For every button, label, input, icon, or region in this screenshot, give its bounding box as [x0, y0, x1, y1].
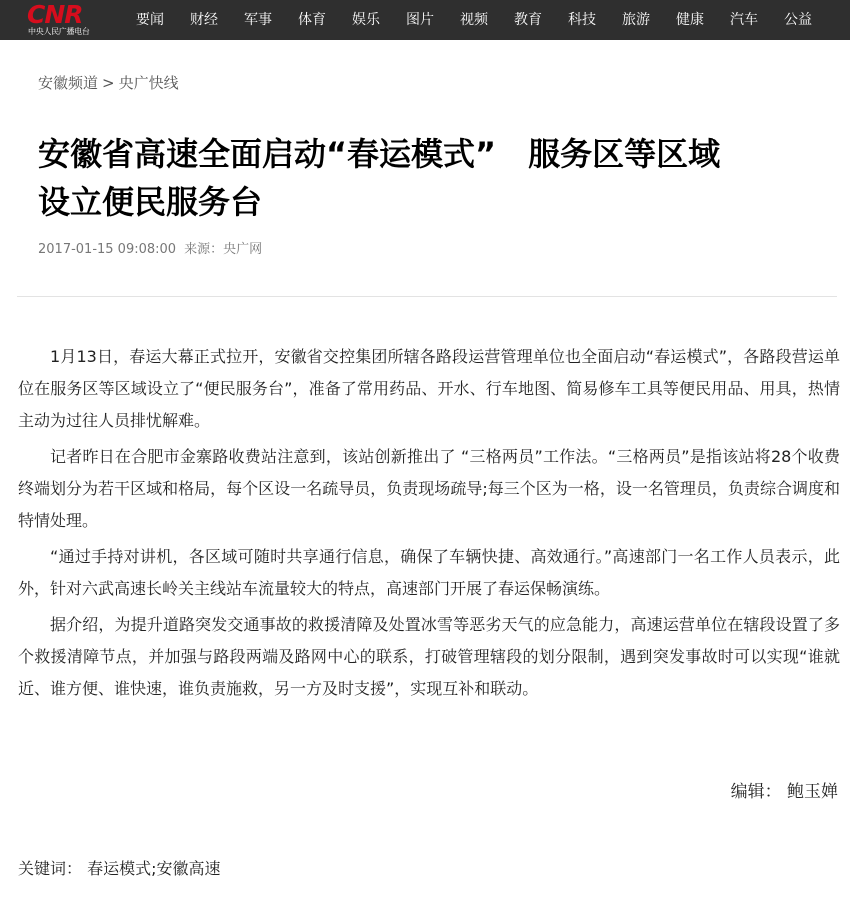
- logo-wordmark: CNR: [27, 0, 83, 29]
- editor-credit: 编辑： 鲍玉婵: [730, 782, 838, 802]
- nav-item-charity[interactable]: 公益: [784, 12, 812, 28]
- publish-datetime: 2017-01-15 09:08:00: [38, 242, 177, 257]
- nav-item-education[interactable]: 教育: [514, 12, 542, 28]
- top-nav-bar: [0, 0, 850, 40]
- breadcrumb-channel-link[interactable]: 安徽频道: [38, 74, 99, 92]
- article-keywords: 关键词： 春运模式;安徽高速: [18, 859, 221, 878]
- article-title-line-1: 安徽省高速全面启动“春运模式” 服务区等区域: [38, 135, 721, 173]
- breadcrumb-separator: >: [102, 74, 115, 92]
- body-paragraph: “通过手持对讲机，各区域可随时共享通行信息，确保了车辆快捷、高效通行。”高速部门一名工作人员表示，此外，针对六武高速长岭关主线站车流量较大的特点，高速部门开展了春运保畅演练。: [18, 547, 840, 598]
- nav-item-auto[interactable]: 汽车: [730, 12, 758, 28]
- article-meta: [38, 240, 262, 260]
- meta-divider: [17, 296, 837, 297]
- main-nav: [123, 0, 825, 40]
- nav-item-entertainment[interactable]: 娱乐: [352, 12, 380, 28]
- nav-item-health[interactable]: 健康: [676, 12, 704, 28]
- article-source: 来源：央广网: [184, 242, 263, 257]
- nav-item-photos[interactable]: 图片: [406, 12, 434, 28]
- nav-item-finance[interactable]: 财经: [190, 12, 218, 28]
- logo-subtitle: 中央人民广播电台: [28, 27, 90, 36]
- nav-item-sports[interactable]: 体育: [298, 12, 326, 28]
- article-body: [18, 341, 840, 709]
- nav-item-military[interactable]: 军事: [244, 12, 272, 28]
- cnr-logo[interactable]: [27, 2, 107, 38]
- body-paragraph: 据介绍，为提升道路突发交通事故的救援清障及处置冰雪等恶劣天气的应急能力，高速运营单位在辖段设置了多个救援清障节点，并加强与路段两端及路网中心的联系，打破管理辖段的划分限制，遇到突发事故时可以实现“谁就近、谁方便、谁快速，谁负责施救，另一方及时支援”，实现互补和联动。: [18, 615, 840, 698]
- nav-item-video[interactable]: 视频: [460, 12, 488, 28]
- body-paragraph: 记者昨日在合肥市金寨路收费站注意到，该站创新推出了 “三格两员”工作法。“三格两员”是指该站将28个收费终端划分为若干区域和格局，每个区设一名疏导员，负责现场疏导;每三个区为一格，设一名管理员，负责综合调度和特情处理。: [18, 447, 840, 530]
- breadcrumb: [38, 72, 179, 94]
- nav-item-news[interactable]: 要闻: [136, 12, 164, 28]
- nav-item-travel[interactable]: 旅游: [622, 12, 650, 28]
- nav-item-tech[interactable]: 科技: [568, 12, 596, 28]
- breadcrumb-section-link[interactable]: 央广快线: [118, 74, 179, 92]
- body-paragraph: 1月13日，春运大幕正式拉开，安徽省交控集团所辖各路段运营管理单位也全面启动“春运模式”，各路段营运单位在服务区等区域设立了“便民服务台”，准备了常用药品、开水、行车地图、简易修车工具等便民用品、用具，热情主动为过往人员排忧解难。: [18, 347, 840, 430]
- article-title-line-2: 设立便民服务台: [38, 183, 263, 221]
- article-title: [38, 130, 838, 226]
